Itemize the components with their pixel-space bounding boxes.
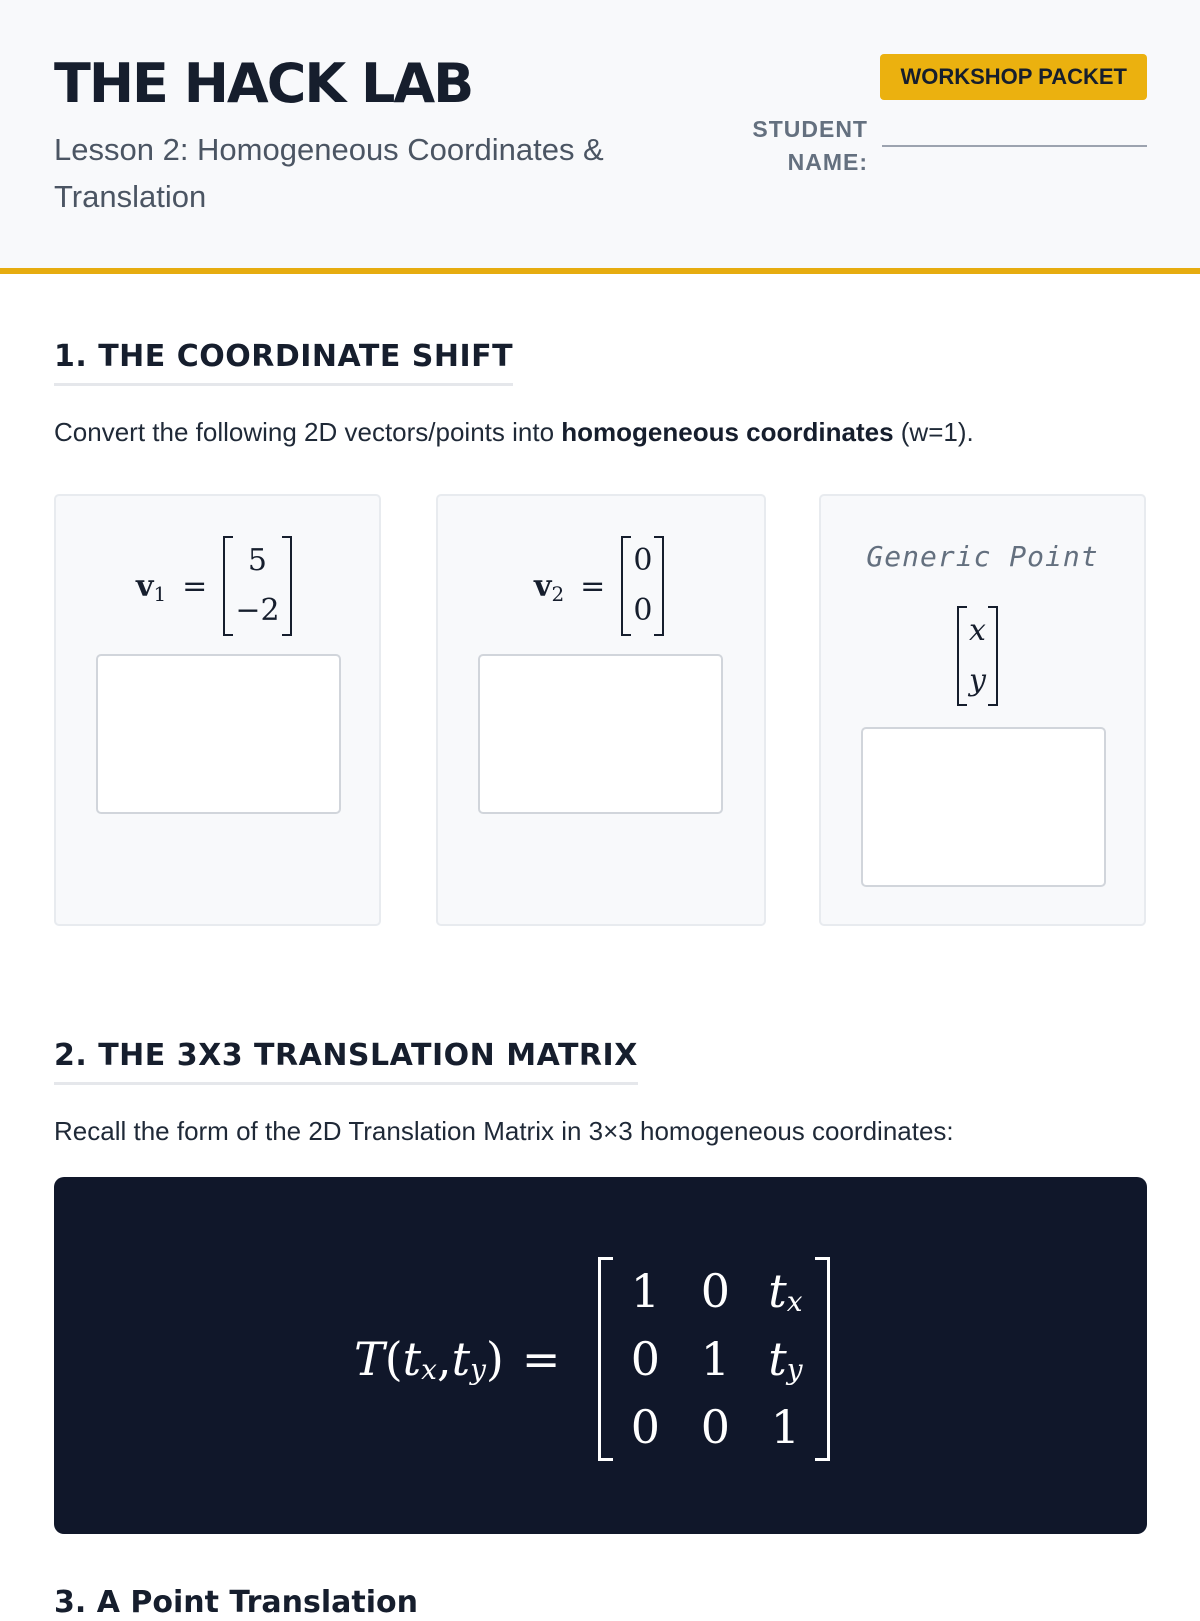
worksheet-header <box>0 0 1200 274</box>
vector-v1-matrix <box>223 536 291 636</box>
formula-paren: ( <box>384 1332 403 1386</box>
formula-function: T <box>354 1332 385 1386</box>
formula-var: t <box>451 1332 471 1386</box>
generic-point-title: Generic Point <box>866 540 1099 573</box>
vector-card-generic <box>819 494 1146 926</box>
instruction-text: Convert the following 2D vectors/points into <box>54 417 562 447</box>
workshop-packet-badge: WORKSHOP PACKET <box>880 54 1147 100</box>
matrix-cell-r3c2: 0 <box>700 1400 731 1454</box>
matrix-cell-sub: y <box>786 1352 803 1386</box>
answer-box-v2[interactable] <box>478 654 723 814</box>
matrix-cell-r1c3 <box>750 1257 820 1325</box>
section-1-instruction <box>54 416 974 450</box>
vector-component: x <box>969 613 986 648</box>
matrix-cell-r2c3 <box>750 1325 820 1393</box>
vector-component: 5 <box>247 543 267 578</box>
brand-title: THE HACK LAB <box>54 52 473 115</box>
student-name-field[interactable] <box>882 145 1147 147</box>
matrix-cell-var: t <box>768 1264 787 1318</box>
matrix-cell-sub: x <box>786 1284 803 1318</box>
formula-comma: , <box>436 1332 452 1386</box>
answer-box-v1[interactable] <box>96 654 341 814</box>
matrix-cell-r2c1: 0 <box>630 1332 661 1386</box>
vector-name: v <box>136 568 154 604</box>
vector-component: −2 <box>235 593 280 628</box>
formula-sub: x <box>421 1352 437 1386</box>
generic-point-expression <box>957 606 998 706</box>
matrix-cell-r3c3: 1 <box>770 1400 801 1454</box>
vector-index: 1 <box>153 582 167 606</box>
formula-var: t <box>402 1332 422 1386</box>
matrix-cell-var: t <box>768 1332 787 1386</box>
translation-matrix <box>598 1257 830 1461</box>
equals-sign: = <box>182 568 208 604</box>
instruction-emphasis: homogeneous coordinates <box>561 417 894 447</box>
vector-v1-expression <box>136 536 292 636</box>
vector-v2-expression <box>534 536 664 636</box>
vector-card-2 <box>436 494 766 926</box>
vector-component: 0 <box>633 543 653 578</box>
formula-paren: ) <box>485 1332 504 1386</box>
vector-card-1 <box>54 494 381 926</box>
vector-component: 0 <box>633 593 653 628</box>
translation-matrix-panel <box>54 1177 1147 1534</box>
section-2-instruction: Recall the form of the 2D Translation Matrix in 3×3 homogeneous coordinates: <box>54 1116 954 1146</box>
formula-equals: = <box>521 1332 561 1386</box>
matrix-cell-r2c2: 1 <box>700 1332 731 1386</box>
equals-sign: = <box>580 568 606 604</box>
matrix-cell-r3c1: 0 <box>630 1400 661 1454</box>
vector-component: y <box>969 663 986 698</box>
section-1-title: 1. THE COORDINATE SHIFT <box>54 339 513 386</box>
formula-sub: y <box>470 1352 486 1386</box>
vector-v2-matrix <box>621 536 664 636</box>
section-2-title: 2. THE 3X3 TRANSLATION MATRIX <box>54 1038 638 1085</box>
matrix-cell-r1c2: 0 <box>700 1264 731 1318</box>
section-3-title: 3. A Point Translation <box>54 1585 418 1620</box>
student-name-label: STUDENT NAME: <box>752 116 868 175</box>
answer-box-generic[interactable] <box>861 727 1106 887</box>
lesson-subtitle: Lesson 2: Homogeneous Coordinates & Translation <box>54 132 604 214</box>
matrix-cell-r1c1: 1 <box>630 1264 661 1318</box>
translation-matrix-formula <box>354 1257 830 1461</box>
vector-name: v <box>534 568 552 604</box>
vector-index: 2 <box>551 582 565 606</box>
generic-point-matrix <box>957 606 998 706</box>
instruction-suffix: (w=1). <box>893 417 974 447</box>
